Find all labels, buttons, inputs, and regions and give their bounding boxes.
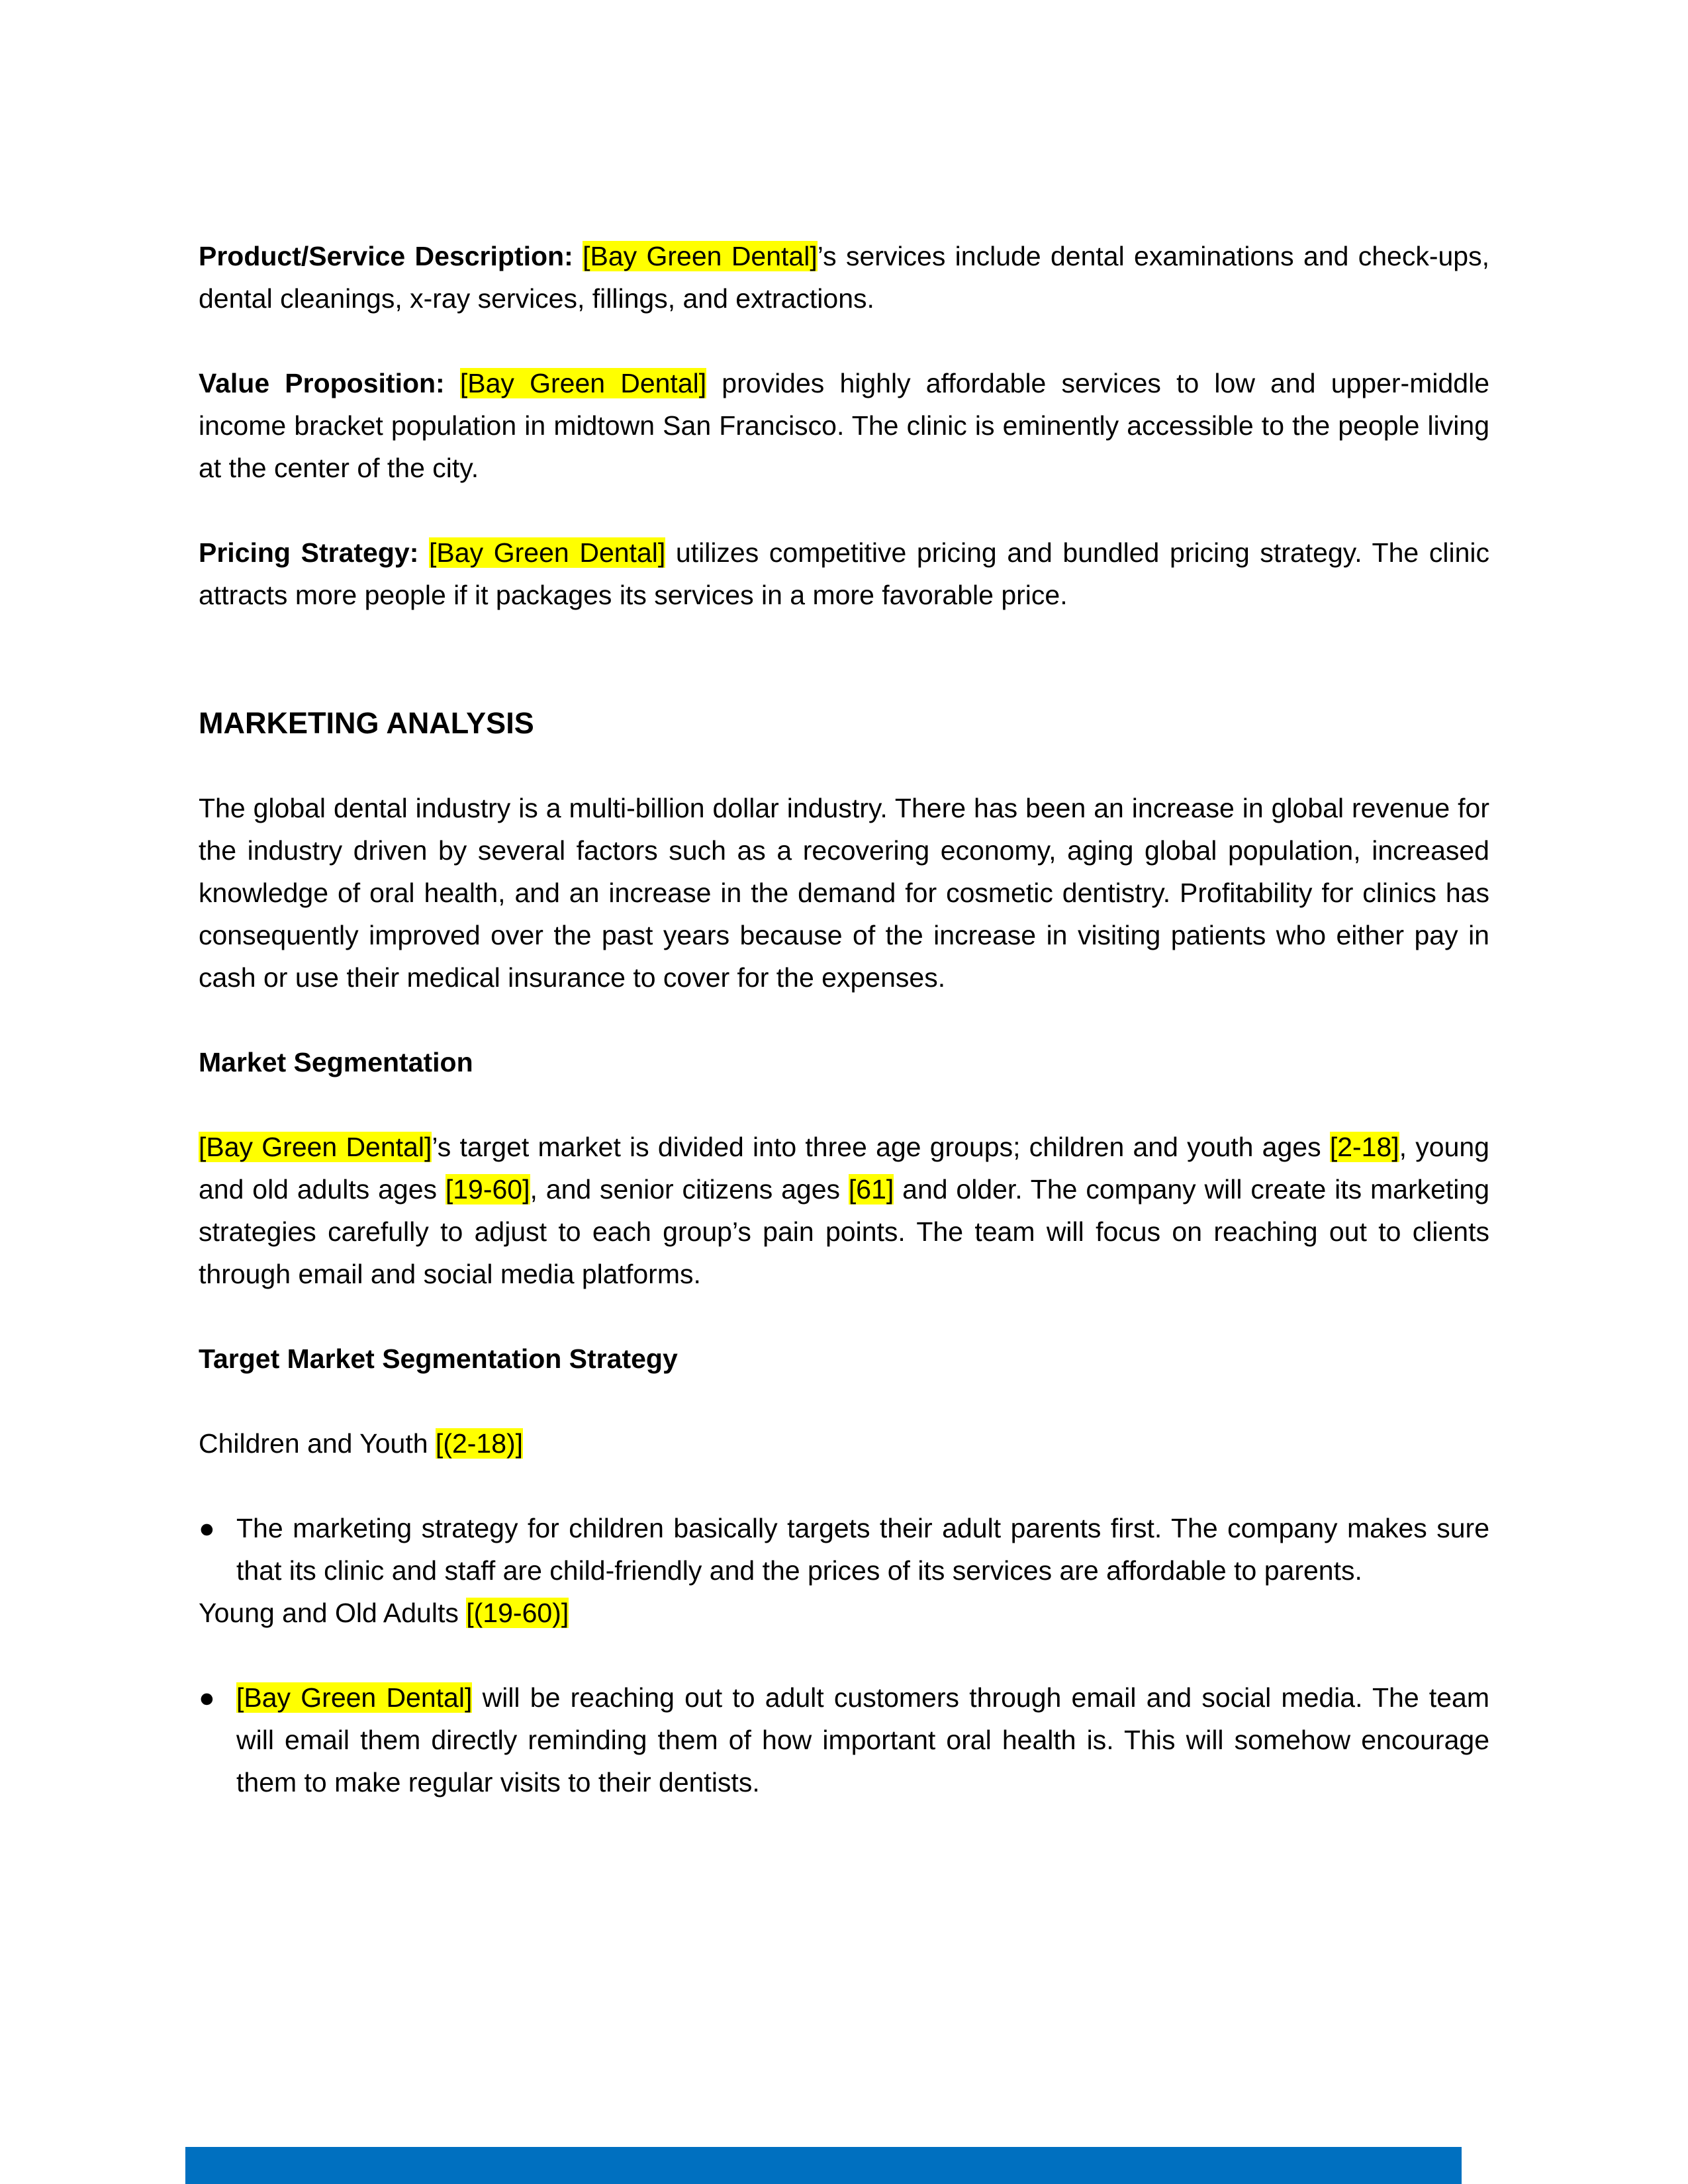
segmentation-text-4: and older. The company will create its marketing strategies carefully to adjust to each group’s pain points. The team will focus on reaching out to clients through email and social media platforms. [199, 1174, 1490, 1289]
pricing-strategy-text: utilizes competitive pricing and bundled pricing strategy. The clinic attracts more people if it packages its services in a more favorable price. [199, 537, 1489, 610]
company-name-highlight: [Bay Green Dental] [236, 1682, 473, 1713]
product-description-label: Product/Service Description: [199, 241, 573, 271]
footer-bar [185, 2147, 1462, 2184]
group-children-text: Children and Youth [199, 1428, 436, 1459]
company-name-highlight: [Bay Green Dental] [199, 1132, 432, 1162]
value-proposition-text: provides highly affordable services to low and upper-middle income bracket population in midtown San Francisco. The clinic is eminently accessible to the people living at the center of the city. [199, 368, 1489, 483]
company-name-highlight: [Bay Green Dental] [583, 241, 818, 271]
adults-strategy-text: will be reaching out to adult customers through email and social media. The team will email them directly reminding them of how important oral health is. This will somehow encourage them to make regular visits to their dentists. [236, 1682, 1489, 1797]
product-description-text: ’s services include dental examinations and check-ups, dental cleanings, x-ray services, fillings, and extractions. [199, 241, 1489, 314]
value-proposition-paragraph [199, 362, 1489, 489]
bullet-icon: ● [199, 1513, 215, 1543]
marketing-analysis-heading: MARKETING ANALYSIS [199, 706, 534, 740]
adults-strategy-list [199, 1676, 1489, 1803]
list-item [199, 1507, 1489, 1592]
value-proposition-label: Value Proposition: [199, 368, 445, 398]
segmentation-text-1: ’s target market is divided into three age groups; children and youth ages [432, 1132, 1330, 1162]
segmentation-text-3: , and senior citizens ages [530, 1174, 849, 1205]
children-strategy-list [199, 1507, 1489, 1592]
company-name-highlight: [Bay Green Dental] [459, 368, 707, 398]
group-adults-label [199, 1592, 1489, 1634]
age-range-seniors: [61] [848, 1174, 894, 1205]
market-segmentation-heading: Market Segmentation [199, 1047, 473, 1077]
document-body [199, 235, 1489, 1803]
pricing-strategy-paragraph [199, 531, 1489, 616]
list-item [199, 1676, 1489, 1803]
market-segmentation-paragraph [199, 1126, 1489, 1295]
bullet-icon: ● [199, 1682, 215, 1713]
target-strategy-heading: Target Market Segmentation Strategy [199, 1343, 678, 1374]
marketing-analysis-paragraph: The global dental industry is a multi-billion dollar industry. There has been an increase in global revenue for the industry driven by several factors such as a recovering economy, aging global population, increased knowledge of oral health, and an increase in the demand for cosmetic dentistry. Profitability for clinics has consequently improved over the past years because of the increase in visiting patients who either pay in cash or use their medical insurance to cover for the expenses. [199, 793, 1489, 993]
group-adults-text: Young and Old Adults [199, 1598, 467, 1628]
segmentation-text-2: , young and old adults ages [199, 1132, 1489, 1205]
age-range-children: [2-18] [1329, 1132, 1399, 1162]
company-name-highlight: [Bay Green Dental] [429, 537, 666, 568]
group-children-range: [(2-18)] [435, 1428, 524, 1459]
product-description-paragraph [199, 235, 1489, 320]
age-range-adults: [19-60] [445, 1174, 530, 1205]
group-children-label [199, 1422, 1489, 1465]
children-strategy-text: The marketing strategy for children basically targets their adult parents first. The company makes sure that its clinic and staff are child-friendly and the prices of its services are affordable to parents. [236, 1513, 1489, 1586]
pricing-strategy-label: Pricing Strategy: [199, 537, 419, 568]
group-adults-range: [(19-60)] [466, 1598, 569, 1628]
